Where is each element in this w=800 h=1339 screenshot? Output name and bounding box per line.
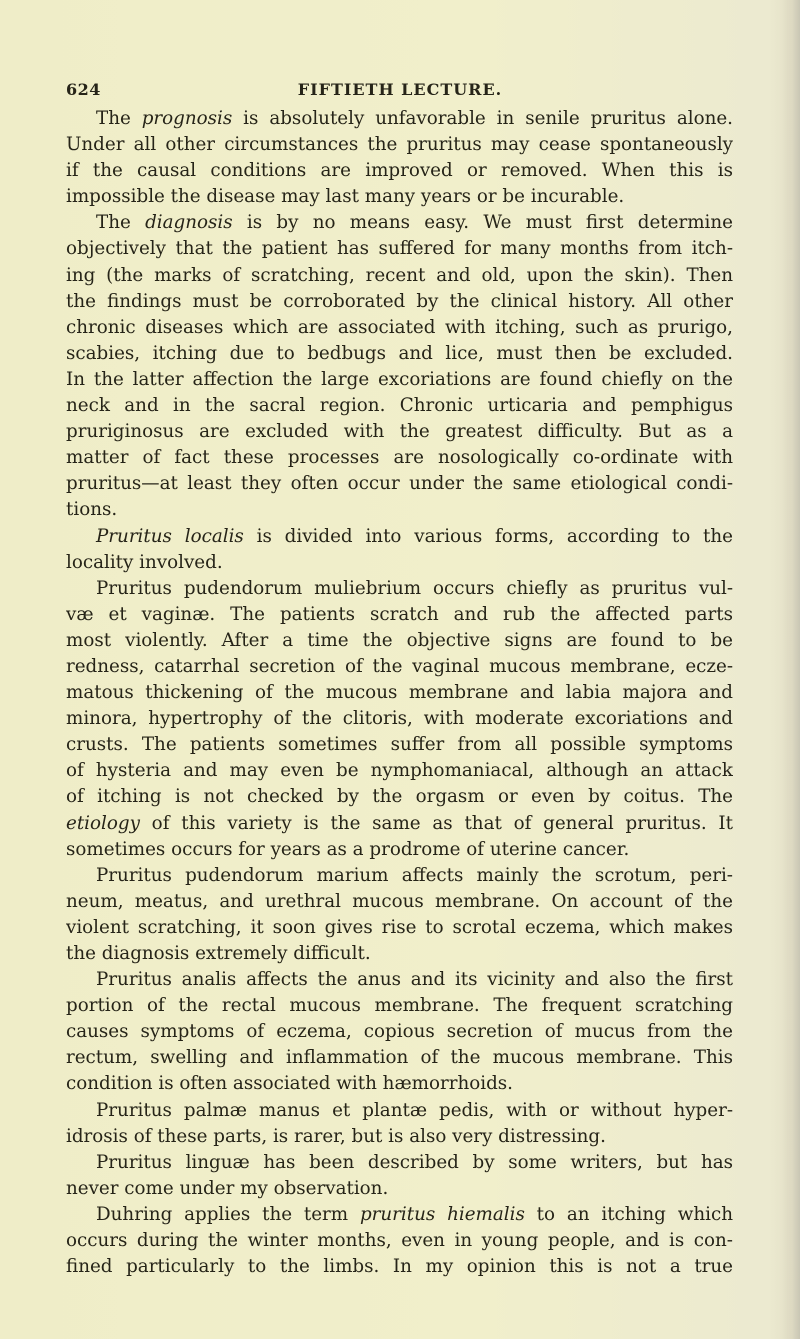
text-run: objectively that the patient has suffered for many months from itch- [66,238,733,260]
text-run: Pruritus linguæ has been described by some writers, but has [96,1151,733,1173]
text-line [66,393,733,419]
text-line [66,654,733,680]
text-line [66,184,733,210]
text-run: never come under my observation. [66,1177,389,1199]
text-line [66,341,733,367]
text-run: Pruritus pudendorum muliebrium occurs chiefly as pruritus vul- [96,577,733,599]
text-line [66,576,733,602]
text-run: portion of the rectal mucous membrane. The frequent scratching [66,995,733,1017]
text-run: causes symptoms of eczema, copious secretion of mucus from the [66,1021,733,1043]
text-run: impossible the disease may last many years or be incurable. [66,186,625,208]
text-run: crusts. The patients sometimes suffer from all possible symptoms [66,734,733,756]
text-line [66,1124,733,1150]
text-run: scabies, itching due to bedbugs and lice, must then be excluded. [66,342,733,364]
italic-term: prognosis [141,108,233,129]
text-run: The [96,108,142,129]
paragraph [66,576,733,863]
text-line [66,524,733,550]
text-line [66,1019,733,1045]
text-line [66,889,733,915]
text-line [66,471,733,497]
paragraph [66,1150,733,1202]
text-line [66,863,733,889]
text-run: neck and in the sacral region. Chronic urticaria and pemphigus [66,395,733,417]
text-line [66,758,733,784]
text-line [66,497,733,523]
text-line [66,1071,733,1097]
text-run: of itching is not checked by the orgasm or even by coitus. The [66,786,733,808]
text-run: neum, meatus, and urethral mucous membrane. On account of the [66,890,733,912]
body-text [66,106,733,1280]
italic-term: diagnosis [145,212,233,234]
text-line [66,1228,733,1254]
text-run: condition is often associated with hæmorrhoids. [66,1073,513,1095]
text-run: redness, catarrhal secretion of the vaginal mucous membrane, ecze- [66,655,733,677]
paragraph [66,863,733,967]
text-line [66,1098,733,1124]
paragraph [66,106,733,210]
text-run: fined particularly to the limbs. In my opinion this is not a true [66,1256,733,1278]
text-run: of hysteria and may even be nymphomaniacal, although an attack [66,760,733,782]
text-line [66,1202,733,1228]
text-run: is divided into various forms, according to the [243,525,733,547]
page-edge-shadow [782,0,800,1339]
paragraph [66,1098,733,1150]
text-line [66,915,733,941]
text-line [66,289,733,315]
text-run: sometimes occurs for years as a prodrome of uterine cancer. [66,838,630,860]
paragraph [66,967,733,1097]
text-line [66,315,733,341]
page-number: 624 [66,80,101,99]
text-line [66,1150,733,1176]
text-run: is absolutely unfavorable in senile pruritus alone. [232,108,733,129]
text-line [66,210,733,236]
text-line [66,106,733,132]
text-run: Pruritus palmæ manus et plantæ pedis, with or without hyper- [96,1099,733,1121]
text-run: if the causal conditions are improved or removed. When this is [66,160,733,182]
text-line [66,132,733,158]
text-line [66,706,733,732]
text-line [66,941,733,967]
text-run: the findings must be corroborated by the clinical history. All other [66,290,733,312]
text-line [66,550,733,576]
text-run: violent scratching, it soon gives rise to scrotal eczema, which makes [66,916,733,938]
text-run: matous thickening of the mucous membrane and labia majora and [66,682,733,704]
text-run: minora, hypertrophy of the clitoris, with moderate excoriations and [66,708,733,730]
text-line [66,1045,733,1071]
paragraph [66,1202,733,1280]
text-run: chronic diseases which are associated with itching, such as prurigo, [66,316,733,338]
italic-term: etiology [66,812,140,834]
text-line [66,837,733,863]
text-line [66,628,733,654]
text-line [66,158,733,184]
italic-term: Pruritus localis [96,525,244,547]
text-line [66,367,733,393]
text-line [66,732,733,758]
text-line [66,811,733,837]
text-run: pruriginosus are excluded with the greatest difficulty. But as a [66,421,733,443]
text-run: matter of fact these processes are nosologically co-ordinate with [66,447,733,469]
text-run: The [96,212,146,234]
text-run: idrosis of these parts, is rarer, but is also very distressing. [66,1125,606,1147]
text-line [66,967,733,993]
text-run: of this variety is the same as that of general pruritus. It [139,812,733,834]
text-line [66,419,733,445]
text-run: ing (the marks of scratching, recent and old, upon the skin). Then [66,264,733,286]
text-line [66,993,733,1019]
text-line [66,1254,733,1280]
text-run: the diagnosis extremely difficult. [66,943,371,964]
text-run: Pruritus pudendorum marium affects mainly the scrotum, peri- [96,864,733,886]
text-line [66,263,733,289]
text-line [66,236,733,262]
text-run: locality involved. [66,551,223,573]
text-run: most violently. After a time the objective signs are found to be [66,629,733,651]
text-run: Pruritus analis affects the anus and its vicinity and also the first [96,969,733,991]
text-run: occurs during the winter months, even in young people, and is con- [66,1230,733,1252]
text-run: Duhring applies the term [96,1203,360,1225]
text-line [66,602,733,628]
text-line [66,680,733,706]
paragraph [66,524,733,576]
italic-term: pruritus hiemalis [359,1203,525,1225]
text-run: pruritus—at least they often occur under the same etiological condi- [66,473,733,495]
text-line [66,1176,733,1202]
text-run: rectum, swelling and inflammation of the mucous membrane. This [66,1047,733,1069]
running-head: FIFTIETH LECTURE. [297,80,503,99]
text-line [66,784,733,810]
text-run: In the latter affection the large excoriations are found chiefly on the [66,368,733,390]
text-run: to an itching which [524,1203,733,1225]
text-run: is by no means easy. We must first determine [232,212,733,234]
text-run: tions. [66,499,118,521]
text-run: væ et vaginæ. The patients scratch and rub the affected parts [66,603,733,625]
text-run: Under all other circumstances the pruritus may cease spontaneously [66,134,733,156]
paragraph [66,210,733,523]
text-line [66,445,733,471]
